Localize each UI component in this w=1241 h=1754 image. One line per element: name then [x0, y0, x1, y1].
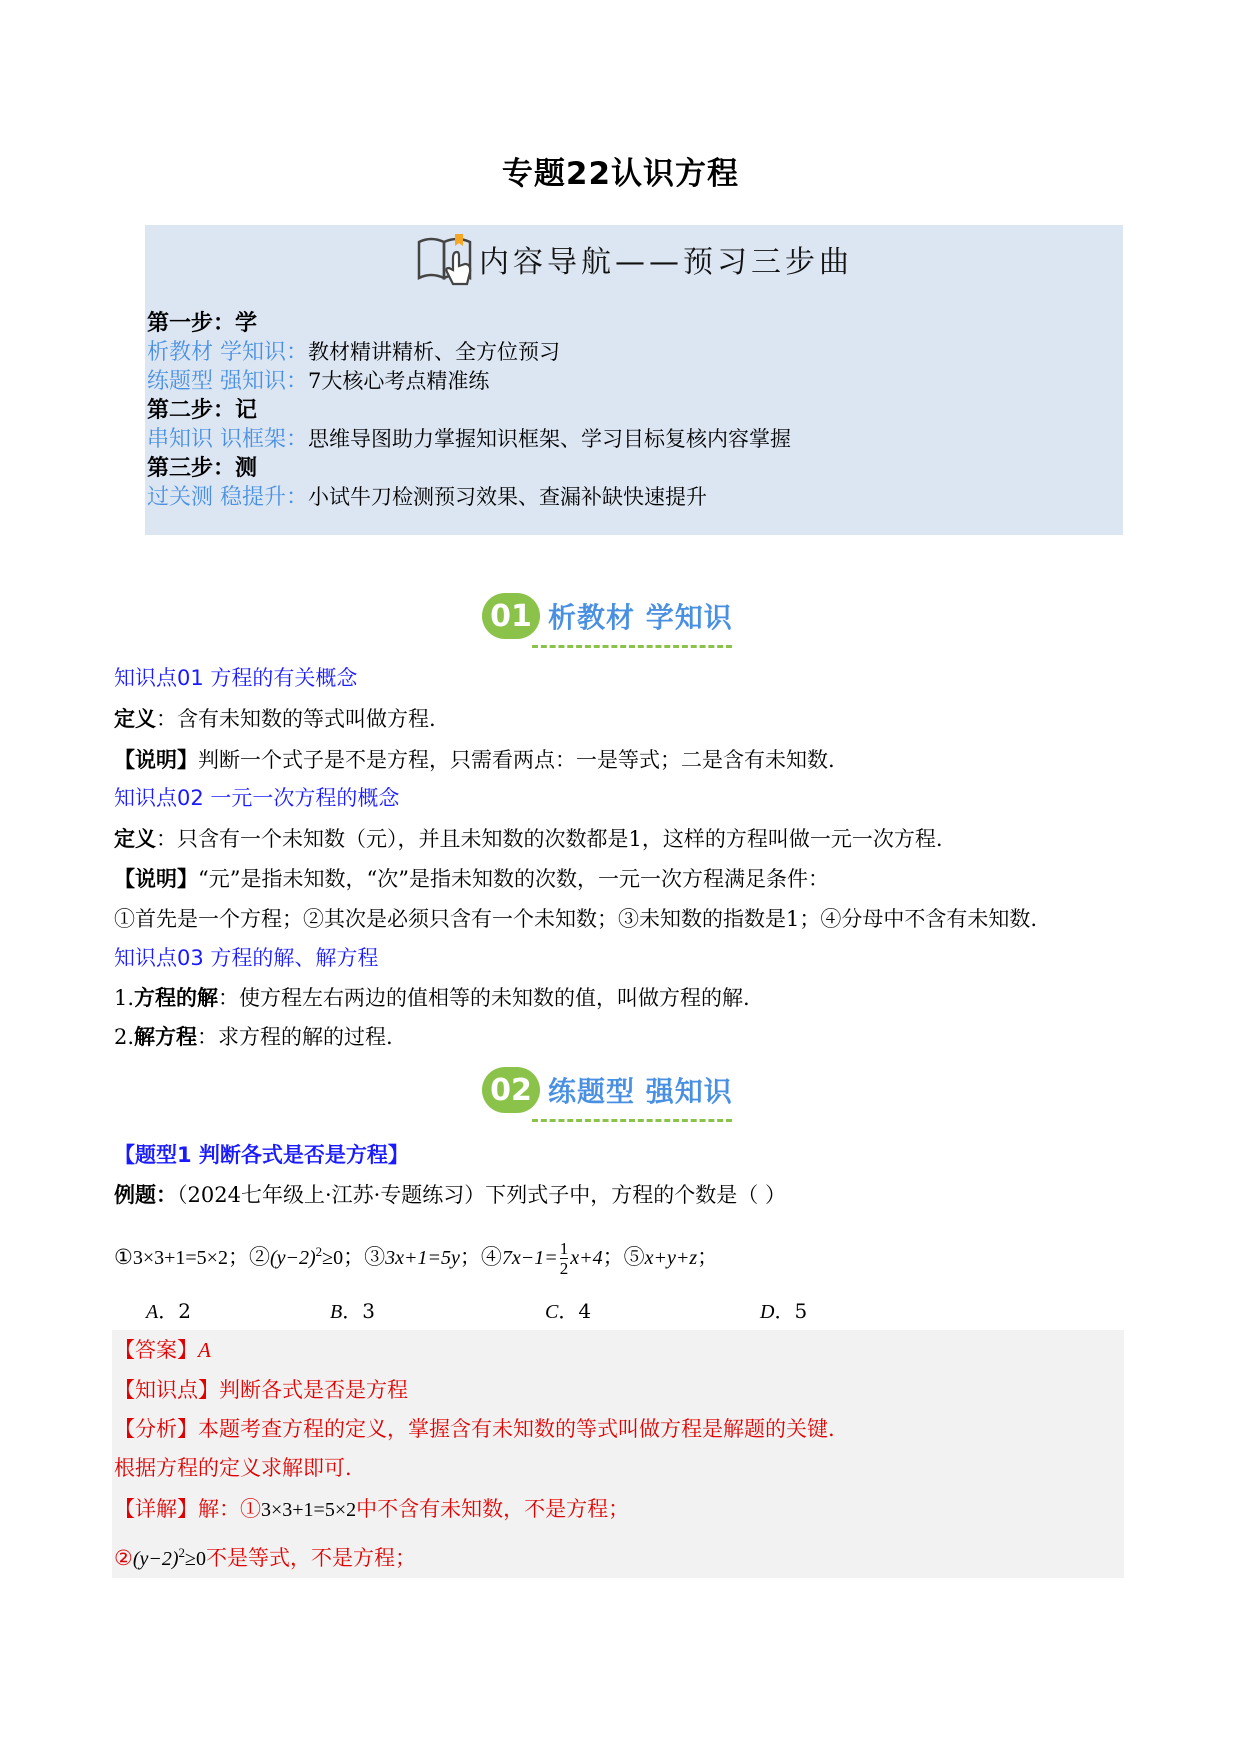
content-navigation-box — [145, 225, 1123, 535]
detail-expr-1: 3×3+1=5×2 — [261, 1499, 357, 1521]
option-d-letter: D — [760, 1301, 775, 1323]
step-two: 第二步：记 — [147, 398, 258, 423]
detail-prefix: 解：① — [198, 1497, 261, 1521]
nav-header-label: 内容导航——预习三步曲 — [479, 245, 853, 280]
expr-2-exponent: 2 — [315, 1244, 323, 1259]
kp2-def-label: 定义 — [114, 827, 156, 851]
expr-2: (y−2) — [269, 1247, 316, 1269]
expr-4-right: x+4 — [570, 1247, 603, 1269]
detail-label: 【详解】 — [114, 1497, 198, 1521]
qtype1-heading: 【题型1 判断各式是否是方程】 — [114, 1143, 409, 1167]
book-hand-icon — [415, 228, 477, 290]
analysis-value: 本题考查方程的定义，掌握含有未知数的等式叫做方程是解题的关键. — [198, 1417, 835, 1441]
nav-header — [145, 227, 1123, 291]
kp3-item-1-label: 方程的解 — [134, 986, 219, 1010]
expr-4-fraction — [560, 1239, 569, 1278]
detail-expr-2-exponent: 2 — [178, 1545, 186, 1560]
nav-row-1 — [147, 338, 791, 367]
section-02-underline — [532, 1119, 732, 1122]
detail-expr-2-tail: ≥0 — [185, 1548, 207, 1570]
expr-marker-4: ；④ — [459, 1245, 502, 1269]
section-02-title: 练题型 强知识 — [548, 1075, 733, 1108]
expr-4-denominator: 2 — [559, 1259, 569, 1278]
nav-row-2-text: 7大核心考点精准练 — [308, 369, 490, 393]
nav-row-3 — [147, 425, 791, 454]
option-c-letter: C — [545, 1301, 559, 1323]
example-label: 例题： — [114, 1183, 177, 1207]
option-b-value: ．3 — [342, 1299, 375, 1323]
kp3-item-1 — [114, 983, 750, 1013]
nav-row-1-label: 析教材 学知识： — [147, 340, 308, 365]
option-a — [146, 1295, 191, 1324]
kp1-note-label: 【说明】 — [114, 748, 198, 772]
kp2-conditions: ①首先是一个方程；②其次是必须只含有一个未知数；③未知数的指数是1；④分母中不含有未知数. — [114, 907, 1038, 931]
analysis-continued: 根据方程的定义求解即可. — [114, 1456, 352, 1480]
kp2-note — [114, 864, 829, 894]
kp1-note-text: 判断一个式子是不是方程，只需看两点：一是等式；二是含有未知数. — [198, 748, 835, 772]
nav-row-4-label: 过关测 稳提升： — [147, 485, 308, 510]
nav-row-1-text: 教材精讲精析、全方位预习 — [308, 340, 560, 364]
step-three: 第三步：测 — [147, 456, 258, 481]
expr-marker-2: ；② — [227, 1245, 270, 1269]
option-c-value: ．4 — [558, 1299, 592, 1323]
expr-4-numerator: 1 — [559, 1239, 569, 1258]
kp2-note-label: 【说明】 — [114, 867, 198, 891]
analysis-line — [114, 1414, 835, 1444]
kp3-item-1-num: 1. — [114, 986, 135, 1010]
option-d — [760, 1295, 807, 1324]
option-c — [545, 1295, 591, 1324]
expr-4-left: 7x−1= — [501, 1247, 558, 1269]
kp1-def-text: ：含有未知数的等式叫做方程. — [156, 707, 436, 731]
detail-text-2: 不是等式，不是方程； — [206, 1546, 417, 1570]
kp1-note — [114, 745, 835, 775]
kp1-definition — [114, 704, 436, 734]
nav-row-4-text: 小试牛刀检测预习效果、查漏补缺快速提升 — [308, 485, 707, 509]
nav-lines — [147, 309, 791, 512]
expr-1: 3×3+1=5×2 — [132, 1247, 228, 1269]
kp3-item-2-text: ：求方程的解的过程. — [197, 1025, 393, 1049]
option-b-letter: B — [330, 1301, 343, 1323]
detail-2-prefix: ② — [114, 1546, 133, 1570]
expr-3: 3x+1=5y — [385, 1247, 460, 1269]
detail-text-1: 中不含有未知数，不是方程； — [356, 1497, 630, 1521]
kp3-item-1-text: ：使方程左右两边的值相等的未知数的值，叫做方程的解. — [218, 986, 750, 1010]
example-line — [114, 1180, 786, 1210]
expr-5: x+y+z — [644, 1247, 698, 1269]
section-01-title: 析教材 学知识 — [548, 601, 733, 634]
detail-expr-2: (y−2) — [132, 1548, 179, 1570]
option-b — [330, 1295, 375, 1324]
kp2-def-text: ：只含有一个未知数（元），并且未知数的次数都是1，这样的方程叫做一元一次方程. — [156, 827, 943, 851]
expr-marker-5: ；⑤ — [602, 1245, 645, 1269]
answer-value: A — [198, 1338, 211, 1362]
expr-2-tail: ≥0 — [322, 1247, 344, 1269]
analysis-label: 【分析】 — [114, 1417, 198, 1441]
expr-marker-3: ；③ — [343, 1245, 386, 1269]
expressions-row — [114, 1230, 718, 1280]
answer-kp-value: 判断各式是否是方程 — [219, 1378, 408, 1402]
answer-line — [114, 1335, 211, 1365]
answer-kp-label: 【知识点】 — [114, 1378, 219, 1402]
kp3-item-2-label: 解方程 — [134, 1025, 198, 1049]
section-02-number: 02 — [482, 1067, 540, 1113]
kp3-heading: 知识点03 方程的解、解方程 — [114, 946, 379, 970]
kp2-definition — [114, 824, 943, 854]
section-01-banner — [482, 593, 733, 639]
kp3-item-2-num: 2. — [114, 1025, 135, 1049]
detail-line-1 — [114, 1494, 629, 1525]
page-title: 专题22认识方程 — [501, 156, 740, 192]
kp1-def-label: 定义 — [114, 707, 156, 731]
nav-row-3-label: 串知识 识框架： — [147, 427, 308, 452]
nav-row-2 — [147, 367, 791, 396]
section-01-underline — [532, 645, 732, 648]
section-02-banner — [482, 1067, 733, 1113]
kp2-note-text: “元”是指未知数，“次”是指未知数的次数，一元一次方程满足条件： — [198, 867, 829, 891]
answer-kp-line — [114, 1375, 408, 1405]
answer-label: 【答案】 — [114, 1338, 198, 1362]
detail-line-2 — [114, 1538, 416, 1574]
kp3-item-2 — [114, 1022, 393, 1052]
nav-row-3-text: 思维导图助力掌握知识框架、学习目标复核内容掌握 — [308, 427, 791, 451]
expr-marker-1: ① — [114, 1245, 133, 1269]
section-01-number: 01 — [482, 593, 540, 639]
option-a-value: ．2 — [158, 1299, 191, 1323]
nav-row-4 — [147, 483, 791, 512]
kp1-heading: 知识点01 方程的有关概念 — [114, 666, 358, 690]
example-text: （2024七年级上·江苏·专题练习）下列式子中，方程的个数是（ ） — [177, 1183, 786, 1207]
option-a-letter: A — [146, 1301, 159, 1323]
kp2-heading: 知识点02 一元一次方程的概念 — [114, 786, 400, 810]
option-d-value: ．5 — [774, 1299, 808, 1323]
nav-row-2-label: 练题型 强知识： — [147, 369, 308, 394]
step-one: 第一步：学 — [147, 311, 258, 336]
expr-end: ； — [697, 1245, 719, 1269]
